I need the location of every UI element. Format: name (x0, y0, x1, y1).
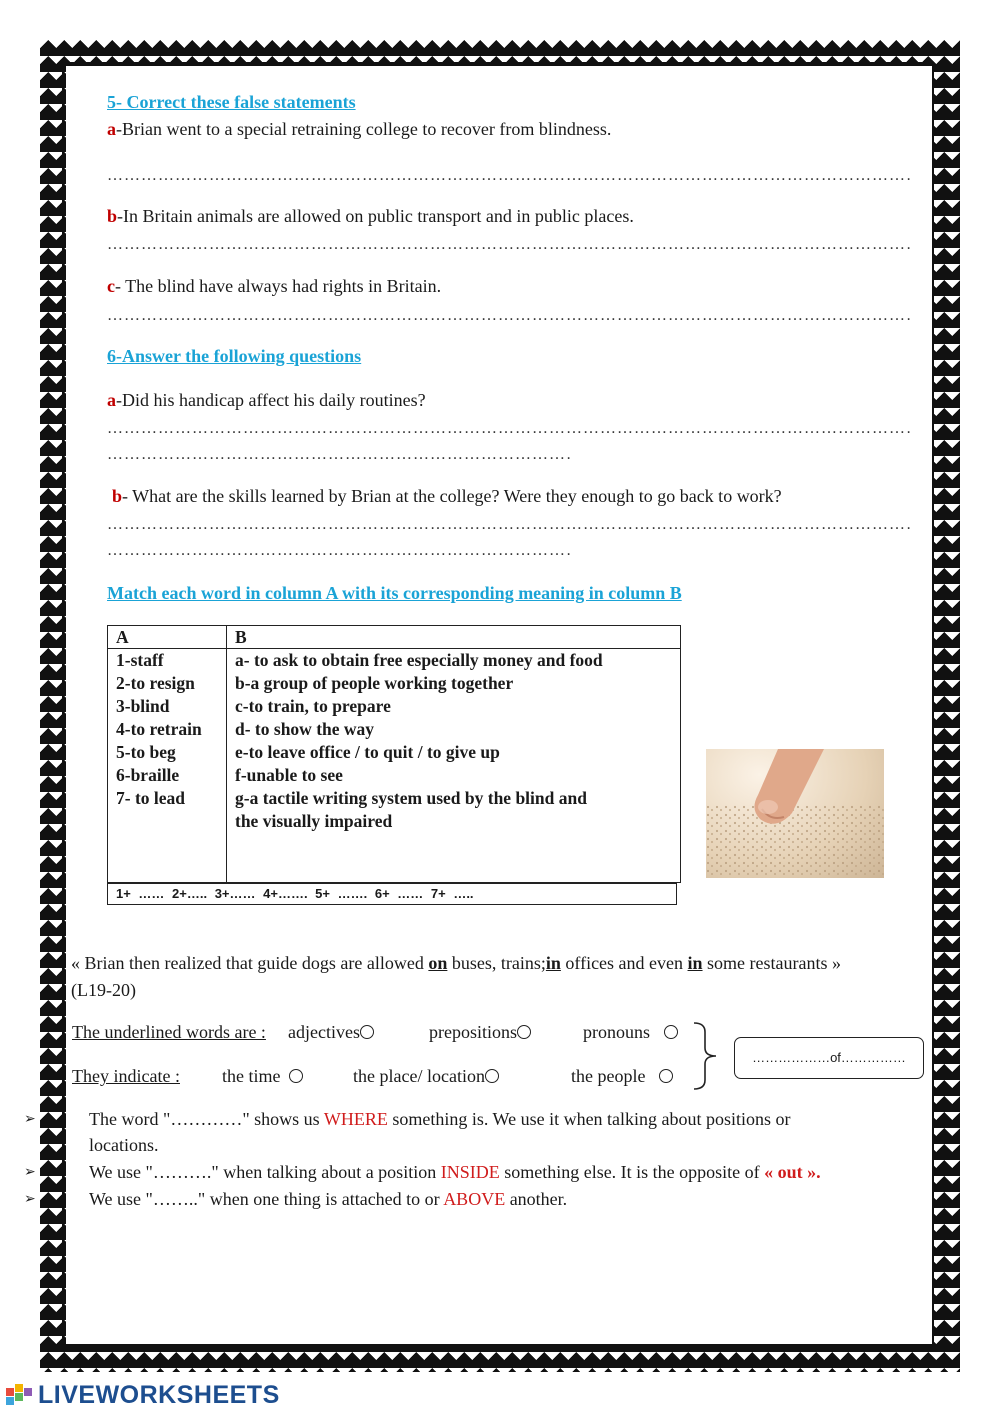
quote-part-1: « Brian then realized that guide dogs are allowed (71, 953, 429, 973)
option-place[interactable] (353, 1066, 499, 1087)
question-a-text: -Did his handicap affect his daily routines? (116, 390, 426, 410)
brand-name: LIVEWORKSHEETS (38, 1381, 280, 1409)
statement-c-label: c (107, 276, 115, 296)
statement-c-text: - The blind have always had rights in Britain. (115, 276, 442, 296)
quote-reference: (L19-20) (71, 980, 136, 1000)
rule-2 (89, 1162, 821, 1183)
rule-3 (89, 1189, 567, 1210)
curly-brace-icon (692, 1020, 722, 1092)
matching-table (107, 625, 681, 883)
option-pronouns[interactable] (583, 1022, 678, 1043)
answer-line-6a-2[interactable] (107, 446, 570, 466)
underlined-word-on: on (428, 953, 448, 973)
meaning-item: b-a group of people working together (235, 673, 514, 693)
underlined-word-in-1: in (545, 953, 561, 973)
meaning-item: f-unable to see (235, 765, 343, 785)
quote-line (71, 953, 841, 974)
rule-1-continuation: locations. (89, 1135, 159, 1155)
word-item: 3-blind (116, 696, 170, 716)
radio-circle-icon[interactable] (664, 1025, 678, 1039)
rule-1-pre: The word "…………" shows us (89, 1109, 324, 1129)
meaning-item: e-to leave office / to quit / to give up (235, 742, 500, 762)
of-answer-box[interactable]: ………………of…………… (734, 1037, 924, 1079)
rule-1-key: WHERE (323, 1109, 388, 1129)
liveworksheets-mark-icon (6, 1384, 36, 1406)
underlined-words-prompt: The underlined words are : (72, 1022, 266, 1042)
section5-number: 5- (107, 92, 122, 112)
rule-2-quote: « out ». (764, 1162, 821, 1182)
option-people[interactable] (571, 1066, 673, 1087)
rule-1-post: something is. We use it when talking about positions or (387, 1109, 791, 1129)
arrow-bullet-icon: ➢ (24, 1191, 36, 1207)
column-a-header: A (108, 626, 227, 649)
radio-circle-icon[interactable] (659, 1069, 673, 1083)
column-b-header: B (227, 626, 681, 649)
option-adjectives[interactable] (288, 1022, 374, 1043)
option-prepositions-label: prepositions (429, 1022, 517, 1042)
meaning-item: g-a tactile writing system used by the blind and (235, 788, 587, 808)
option-time-label: the time (222, 1066, 281, 1086)
answer-line-5c[interactable] (107, 307, 913, 327)
liveworksheets-logo (6, 1380, 280, 1410)
answer-line-5b[interactable] (107, 236, 913, 256)
arrow-bullet-icon: ➢ (24, 1111, 36, 1127)
question-b-label: b (112, 486, 123, 506)
answer-line-6a-1[interactable] (107, 420, 913, 440)
quote-part-3: offices and even (560, 953, 688, 973)
question-a (107, 390, 426, 411)
column-b-cell (227, 649, 681, 883)
word-item: 1-staff (116, 650, 164, 670)
rule-2-key: INSIDE (440, 1162, 500, 1182)
statement-a-label: a (107, 119, 116, 139)
meaning-item: a- to ask to obtain free especially money and food (235, 650, 603, 670)
statement-b-text: -In Britain animals are allowed on public transport and in public places. (117, 206, 634, 226)
answer-line-6b-2[interactable] (107, 542, 570, 562)
meaning-item: d- to show the way (235, 719, 375, 739)
rule-2-post: something else. It is the opposite of (499, 1162, 765, 1182)
statement-b (107, 206, 634, 227)
indicate-prompt: They indicate : (72, 1066, 180, 1086)
option-time[interactable] (222, 1066, 303, 1087)
matching-body-row (108, 649, 681, 883)
rule-3-post: another. (505, 1189, 568, 1209)
word-item: 4-to retrain (116, 719, 202, 739)
option-place-label: the place/ location (353, 1066, 485, 1086)
statement-a (107, 119, 611, 140)
rule-3-pre: We use "…….." when one thing is attached to or (89, 1189, 444, 1209)
option-people-label: the people (571, 1066, 646, 1086)
column-a-cell (108, 649, 227, 883)
meaning-item: c-to train, to prepare (235, 696, 391, 716)
rule-1 (89, 1109, 791, 1130)
quote-part-4: some restaurants » (702, 953, 842, 973)
answer-line-6b-1[interactable] (107, 516, 913, 536)
option-pronouns-label: pronouns (583, 1022, 650, 1042)
question-b-text: - What are the skills learned by Brian at the college? Were they enough to go back to work? (122, 486, 782, 506)
matching-answer-field[interactable]: 1+ …… 2+….. 3+…… 4+……. 5+ ……. 6+ …… 7+ ….. (107, 883, 677, 905)
section5-title: Correct these false statements (122, 92, 356, 112)
section5-heading (107, 92, 356, 113)
radio-circle-icon[interactable] (289, 1069, 303, 1083)
statement-b-label: b (107, 206, 118, 226)
word-item: 5-to beg (116, 742, 176, 762)
radio-circle-icon[interactable] (485, 1069, 499, 1083)
match-heading: Match each word in column A with its corresponding meaning in column B (107, 583, 682, 603)
option-prepositions[interactable] (429, 1022, 531, 1043)
braille-finger-illustration (706, 749, 884, 878)
word-item: 6-braille (116, 765, 180, 785)
option-adjectives-label: adjectives (288, 1022, 360, 1042)
radio-circle-icon[interactable] (360, 1025, 374, 1039)
statement-c (107, 276, 441, 297)
quote-part-2: buses, trains; (447, 953, 546, 973)
question-b (112, 486, 782, 507)
radio-circle-icon[interactable] (517, 1025, 531, 1039)
word-item: 2-to resign (116, 673, 195, 693)
word-item: 7- to lead (116, 788, 186, 808)
section6-heading: 6-Answer the following questions (107, 346, 362, 366)
underlined-word-in-2: in (687, 953, 703, 973)
meaning-item: the visually impaired (235, 811, 393, 831)
matching-header-row (108, 626, 681, 649)
rule-2-pre: We use "………." when talking about a position (89, 1162, 441, 1182)
arrow-bullet-icon: ➢ (24, 1164, 36, 1180)
rule-3-key: ABOVE (443, 1189, 506, 1209)
question-a-label: a (107, 390, 116, 410)
braille-reading-photo (706, 749, 884, 878)
statement-a-text: -Brian went to a special retraining college to recover from blindness. (116, 119, 612, 139)
answer-line-5a[interactable] (107, 167, 913, 187)
